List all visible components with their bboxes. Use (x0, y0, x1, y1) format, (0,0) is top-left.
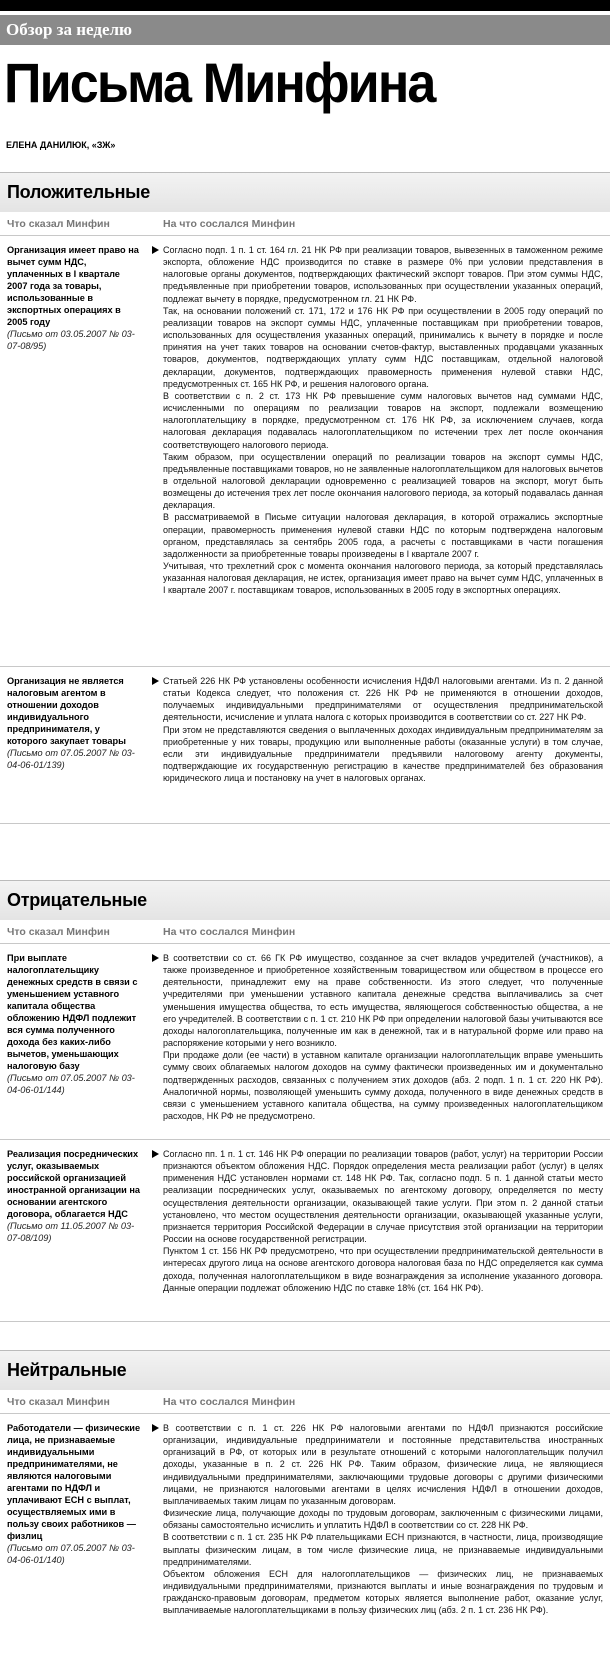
section-heading (0, 880, 610, 920)
table-row (0, 667, 610, 824)
table-row (0, 944, 610, 1140)
answer-paragraph: Объектом обложения ЕСН для налогоплательщиков — физических лиц, не признаваемых индивидуальными предпринимателями, признаются выплаты и иные вознаграждения по трудовым и гражданско-правовым договорам, предметом которых является выполнение работ, оказание услуг, выплачиваемые налогоплательщиками в пользу физических лиц (абз. 2 п. 1 ст. 236 НК РФ). (163, 1568, 603, 1616)
question-text: Реализация посреднических услуг, оказываемых российской организацией иностранной организации на основании агентского договора, облагается НДС (7, 1149, 140, 1219)
letter-reference: (Письмо от 07.05.2007 № 03-04-06-01/140) (7, 1543, 135, 1565)
arrow-right-icon (152, 954, 159, 962)
section-heading-label: Отрицательные (7, 890, 147, 910)
column-headers (0, 920, 610, 944)
letter-reference: (Письмо от 11.05.2007 № 03-07-08/109) (7, 1221, 135, 1243)
row-question (7, 952, 142, 1096)
answer-paragraph: Согласно пп. 1 п. 1 ст. 146 НК РФ операции по реализации товаров (работ, услуг) на территории России признаются объектом обложения НДС. Порядок определения места реализации работ (услуг) в целях применения НДС установлен нормами ст. 148 НК РФ. Так, согласно подп. 5 п. 1 данной статьи место реализации посреднических услуг, оказываемых по агентскому договору, определяется по месту осуществления деятельности организации, оказывающей такие услуги. При этом п. 2 данной статьи установлено, что местом осуществления деятельности организации, оказывающей указанные услуги, признается территория Российской Федерации в случае присутствия этой организации на территории России на основе государственной регистрации. (163, 1149, 603, 1245)
row-question (7, 675, 142, 771)
row-question (7, 1148, 142, 1244)
column-headers (0, 212, 610, 236)
answer-paragraph: Пунктом 1 ст. 156 НК РФ предусмотрено, что при осуществлении предпринимательской деятельности в интересах другого лица на основе агентского договора налоговая база по НДС определяется как сумма дохода, полученная налогоплательщиком в виде вознаграждения за исполнение указанного договора. Данные операции подлежат обложению НДС по ставке 18% (ст. 164 НК РФ). (163, 1246, 603, 1293)
row-question (7, 1422, 142, 1566)
arrow-right-icon (152, 1424, 159, 1432)
section-negative (0, 880, 610, 1322)
row-answer (163, 952, 603, 1122)
answer-paragraph: Так, на основании положений ст. 171, 172 и 176 НК РФ при осуществлении в 2005 году операций по реализации товаров на экспорт суммы НДС, уплаченные поставщикам при приобретении товаров, использованных для осуществления указанных операций, принимались к вычету в порядке и после принятия на учет таких товаров на основании счетов-фактур, выставленных продавцами указанных товаров, документов, подтверждающих уплату сумм НДС поставщикам, отдельной налоговой декларации, документов, подтверждающих правомерность применения нулевой ставки НДС, предусмотренных ст. 165 НК РФ, и решения налогового органа. (163, 305, 603, 389)
row-question (7, 244, 142, 352)
table-row (0, 1140, 610, 1322)
question-text: Работодатели — физические лица, не признаваемые индивидуальными предпринимателями, не являются налоговыми агентами по НДФЛ и уплачивают ЕСН с выплат, осуществляемых ими в пользу своих работников — физлиц (7, 1423, 141, 1541)
answer-paragraph: Учитывая, что трехлетний срок с момента окончания налогового периода, за который представлялась указанная налоговая декларация, не истек, организация имеет право на вычет сумм НДС, уплаченных в I квартале 2007 г. поставщикам товаров, использованных в 2005 году в экспортных операциях. (163, 561, 603, 596)
rubric-label: Обзор за неделю (6, 20, 133, 39)
table-row (0, 236, 610, 667)
table-row (0, 1414, 610, 1654)
row-answer (163, 1148, 603, 1294)
section-positive (0, 172, 610, 824)
section-heading-label: Нейтральные (7, 1360, 127, 1380)
answer-paragraph: В соответствии с п. 2 ст. 173 НК РФ превышение сумм налоговых вычетов над суммами НДС, исчисленными по операциям по реализации товаров на экспорт, подлежали возмещению налогоплательщику в порядке, предусмотренном ст. 176 НК РФ, за исключением случаев, когда налоговая декларация подавалась налогоплательщиком по истечении трех лет после окончания соответствующего налогового периода. (163, 390, 603, 450)
arrow-right-icon (152, 1150, 159, 1158)
answer-paragraph: Физические лица, получающие доходы по трудовым договорам, заключенным с физическими лицами, обязаны самостоятельно исчислить и уплатить НДФЛ в соответствии со ст. 228 НК РФ. (163, 1508, 603, 1531)
answer-paragraph: В рассматриваемой в Письме ситуации налоговая декларация, в которой отражались экспортные операции, правомерность применения нулевой ставки НДС по которым подтверждена налоговым органом, представлялась за сентябрь 2005 года, а расчеты с поставщиками в части погашения задолженности за приобретенные товары произведены в I квартале 2007 г. (163, 512, 603, 559)
answer-paragraph: Согласно подп. 1 п. 1 ст. 164 гл. 21 НК РФ при реализации товаров, вывезенных в таможенном режиме экспорта, обложение НДС производится по ставке в размере 0% при условии представления в налоговые органы документов, подтверждающих фактический экспорт товаров. При этом суммы НДС, предъявленные при приобретении товаров, использованных при осуществлении указанных операций, подлежат вычету в порядке, предусмотренном гл. 21 НК РФ. (163, 245, 603, 304)
answer-paragraph: Таким образом, при осуществлении операций по реализации товаров на экспорт суммы НДС, предъявленные поставщиками товаров, но не заявленные налогоплательщиком для налоговых вычетов в отдельной налоговой декларации одновременно с реализацией товаров на экспорт, могут быть возмещены до истечения трех лет после окончания налогового периода, за который подавалась данная декларация. (163, 451, 603, 511)
column-header-said: Что сказал Минфин (7, 926, 110, 938)
section-neutral (0, 1350, 610, 1654)
question-text: Организация имеет право на вычет сумм НДС, уплаченных в I квартале 2007 года за товары, использованные в экспортных операциях в 2005 году (7, 245, 139, 327)
answer-paragraph: В соответствии с п. 1 ст. 226 НК РФ налоговыми агентами по НДФЛ признаются российские организации, индивидуальные предприниматели и постоянные представительства иностранных организаций в РФ, от которых или в результате отношений с которыми налогоплательщик получил доходы, указанные в п. 2 ст. 226 НК РФ. Таким образом, физические лица, не являющиеся индивидуальными предпринимателями, заключающими трудовые договоры с другими физическими лицами, не признаются налоговыми агентами в целях исчисления НДФЛ в отношении доходов, выплачиваемых таким лицам по указанным договорам. (163, 1423, 603, 1506)
letter-reference: (Письмо от 07.05.2007 № 03-04-06-01/139) (7, 748, 135, 770)
answer-paragraph: В соответствии с п. 1 ст. 235 НК РФ плательщиками ЕСН признаются, в частности, лица, производящие выплаты физическим лицам, в том числе физические лица, не признаваемые индивидуальными предпринимателями. (163, 1532, 603, 1567)
question-text: Организация не является налоговым агентом в отношении доходов индивидуального предпринимателя, у которого закупает товары (7, 676, 126, 746)
rubric-bar (0, 15, 610, 45)
byline: ЕЛЕНА ДАНИЛЮК, «ЗЖ» (6, 140, 116, 150)
letter-reference: (Письмо от 07.05.2007 № 03-04-06-01/144) (7, 1073, 135, 1095)
row-answer (163, 244, 603, 597)
question-text: При выплате налогоплательщику денежных средств в связи с уменьшением уставного капитала общества обложению НДФЛ подлежит вся сумма полученного дохода без каких-либо вычетов, уменьшающих налоговую базу (7, 953, 138, 1071)
letter-reference: (Письмо от 03.05.2007 № 03-07-08/95) (7, 329, 135, 351)
column-header-source: На что сослался Минфин (163, 218, 296, 230)
column-header-source: На что сослался Минфин (163, 1396, 296, 1408)
column-header-said: Что сказал Минфин (7, 218, 110, 230)
section-heading-label: Положительные (7, 182, 150, 202)
row-answer (163, 675, 603, 784)
answer-paragraph: Статьей 226 НК РФ установлены особенности исчисления НДФЛ налоговыми агентами. Из п. 2 данной статьи Кодекса следует, что положения ст. 226 НК РФ не применяются в отношении доходов, получаемых индивидуальными предпринимателями от осуществления предпринимательской деятельности, исчисление и уплата налога с которых производится в соответствии со ст. 227 НК РФ. (163, 676, 603, 723)
section-heading (0, 1350, 610, 1390)
column-headers (0, 1390, 610, 1414)
arrow-right-icon (152, 677, 159, 685)
page-title: Письма Минфина (4, 51, 435, 114)
arrow-right-icon (152, 246, 159, 254)
answer-paragraph: При этом не представляются сведения о выплаченных доходах индивидуальным предпринимателям за приобретенные у них товары, продукцию или выполненные работы (оказанные услуги) в том случае, если эти индивидуальные предприниматели предъявили налоговому агенту документы, подтверждающие их государственную регистрацию в качестве предпринимателей без образования юридического лица и постановку на учет в налоговых органах. (163, 724, 603, 784)
answer-paragraph: При продаже доли (ее части) в уставном капитале организации налогоплательщик вправе уменьшить сумму своих облагаемых налогом доходов на сумму фактически произведенных им и документально подтвержденных расходов, связанных с получением этих доходов (абз. 2 подп. 1 п. 1 ст. 220 НК РФ). Аналогичной нормы, позволяющей уменьшить сумму дохода, полученного в виде денежных средств в связи с уменьшением уставного капитала общества, на сумму произведенных налогоплательщиком расходов, НК РФ не предусмотрено. (163, 1050, 603, 1122)
column-header-said: Что сказал Минфин (7, 1396, 110, 1408)
section-heading (0, 172, 610, 212)
row-answer (163, 1422, 603, 1617)
column-header-source: На что сослался Минфин (163, 926, 296, 938)
answer-paragraph: В соответствии со ст. 66 ГК РФ имущество, созданное за счет вкладов учредителей (участников), а также произведенное и приобретенное хозяйственным товариществом или обществом в процессе его деятельности, принадлежит ему на праве собственности. Из этого следует, что полученные учредителями при уменьшении уставного капитала денежные средства выплачивались за счет уменьшения имущества общества, то есть имущества, являющегося собственностью общества, а не его учредителей. В соответствии с п. 1 ст. 210 НК РФ при определении налоговой базы учитываются все доходы налогоплательщика, полученные им как в денежной, так и в натуральной форме или право на распоряжение которыми у него возникло. (163, 953, 603, 1049)
top-rule (0, 0, 610, 11)
